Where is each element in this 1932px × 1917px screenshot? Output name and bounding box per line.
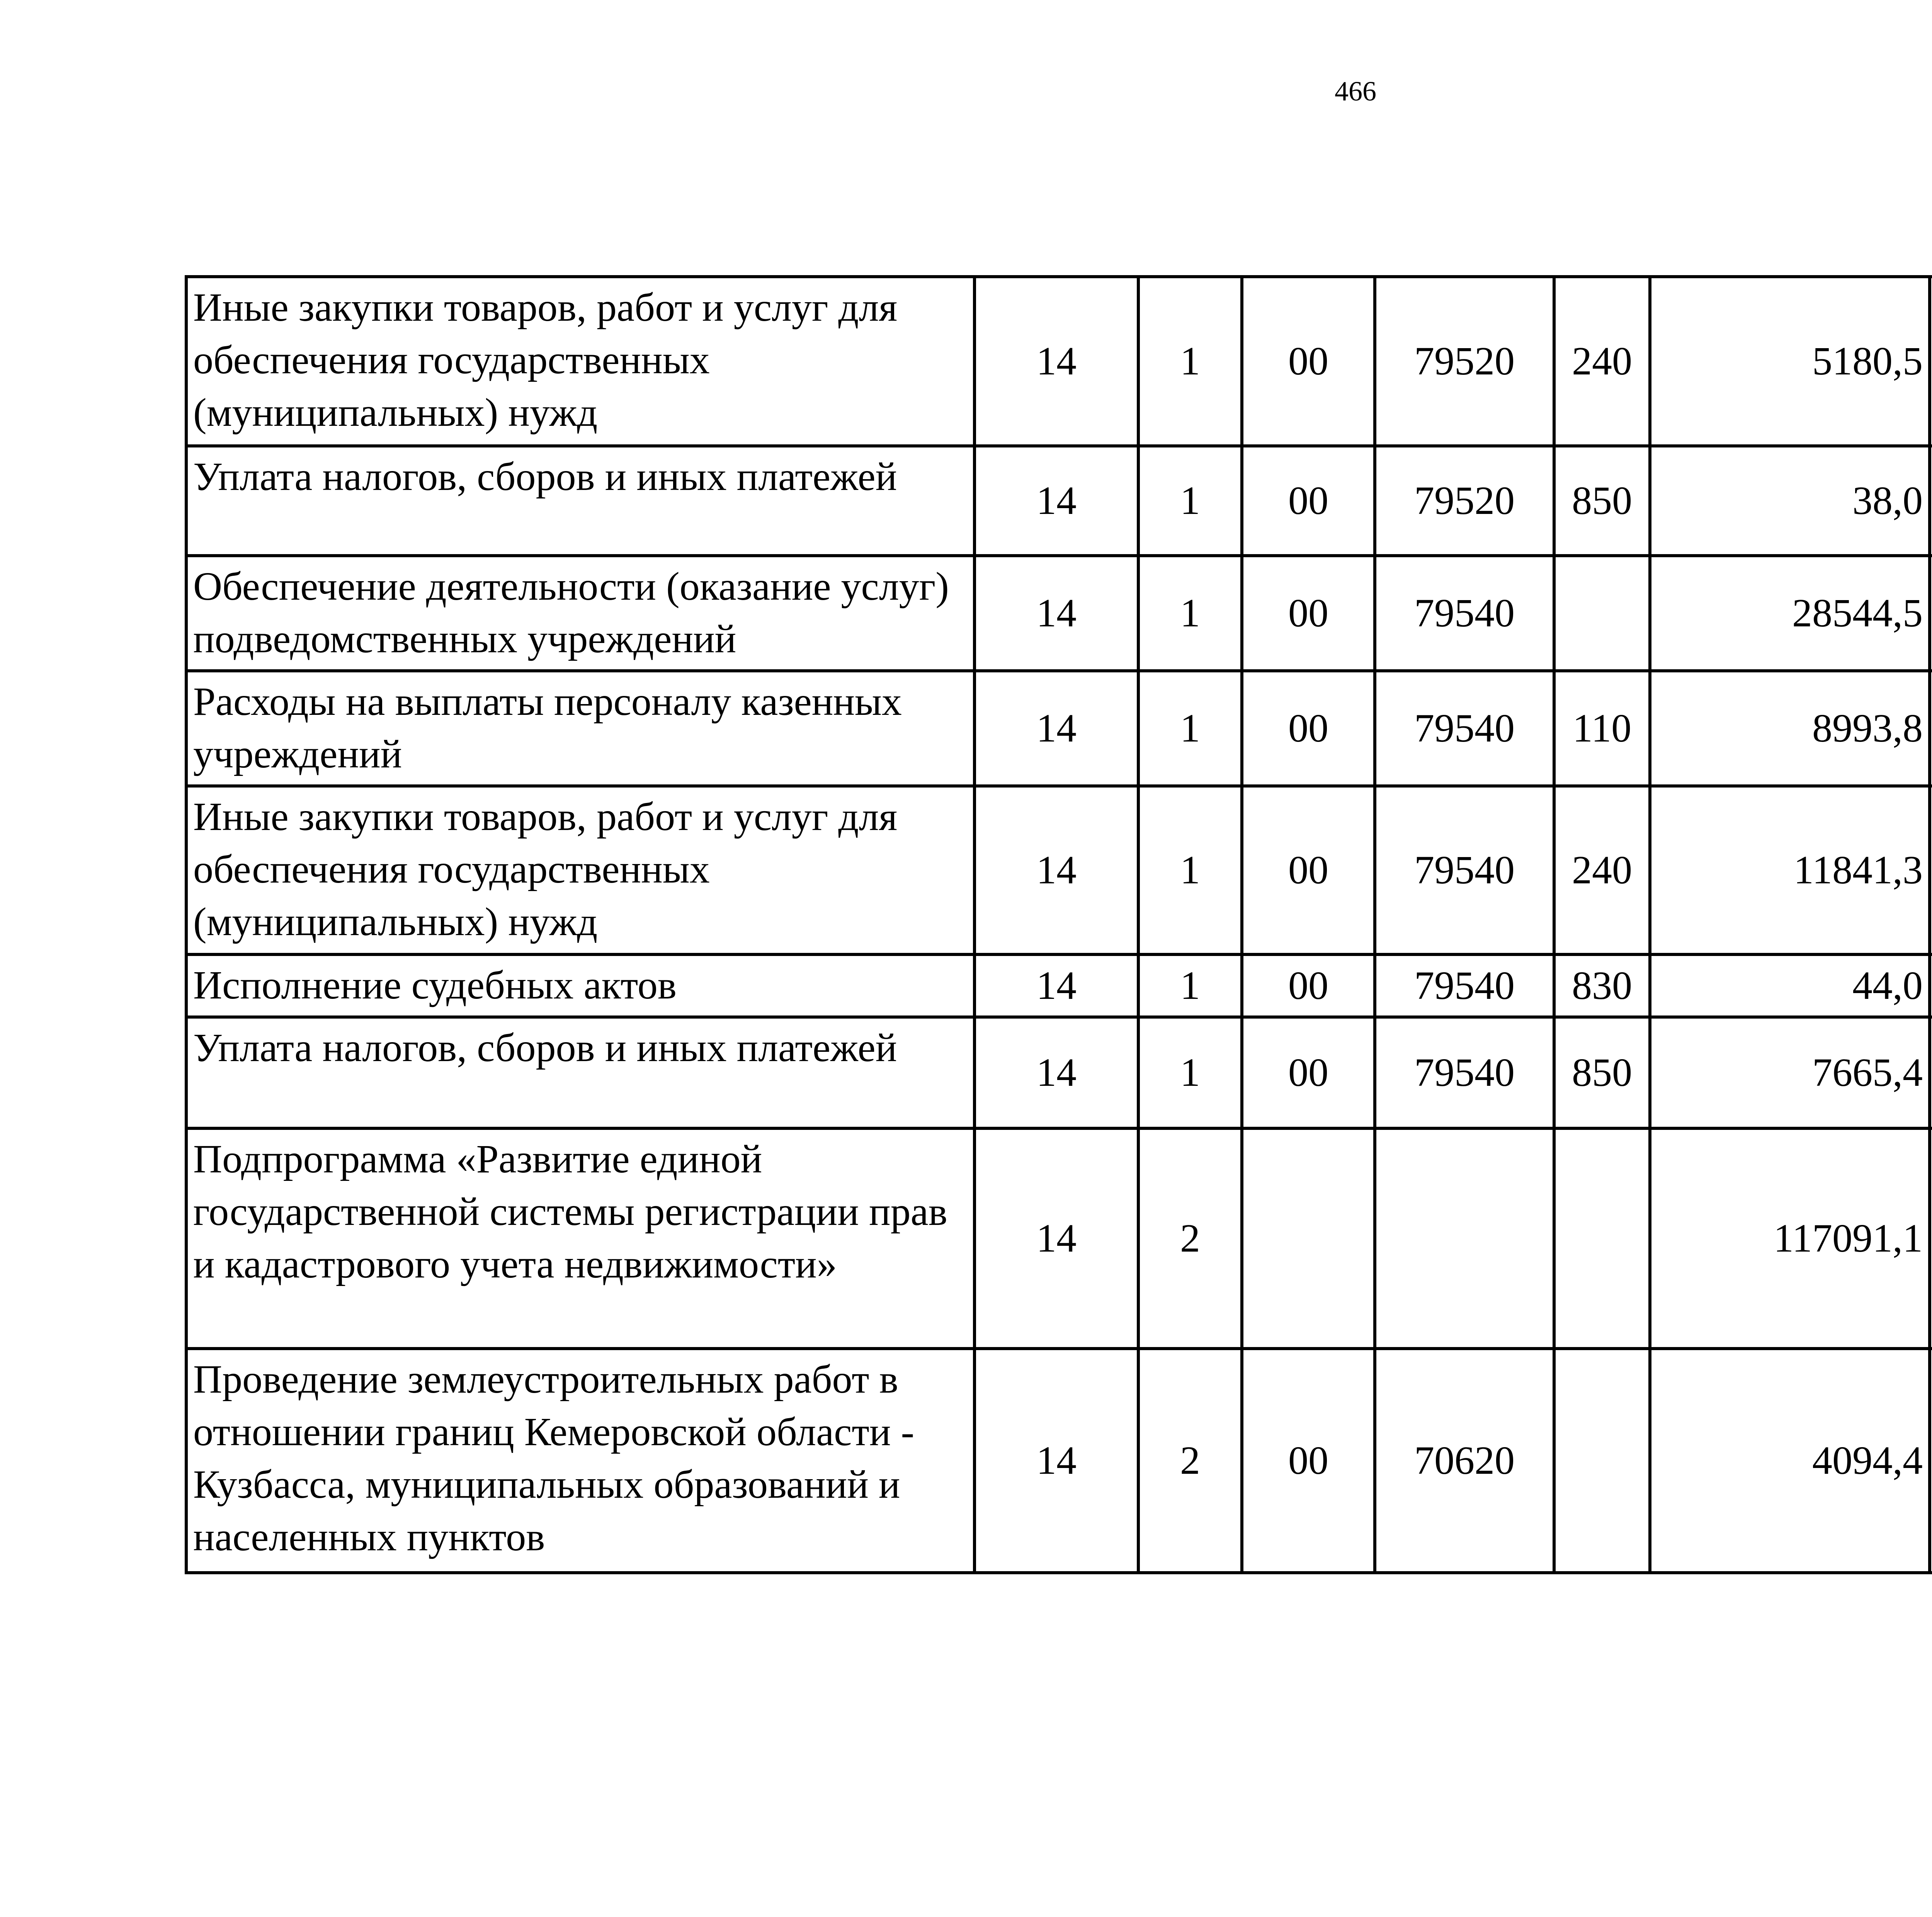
code-cell [1242,1128,1375,1349]
code-cell: 2 [1138,1349,1242,1573]
code-cell: 14 [975,277,1138,446]
amount-cell [1930,446,1932,556]
code-cell: 79520 [1375,277,1554,446]
table-row [186,954,1932,1017]
table-row [186,1017,1932,1128]
code-cell: 70620 [1375,1349,1554,1573]
amount-cell: 8993,8 [1650,671,1930,786]
code-cell: 1 [1138,277,1242,446]
amount-cell: 5180,5 [1650,277,1930,446]
amount-cell: 11841,3 [1650,786,1930,954]
code-cell: 79540 [1375,954,1554,1017]
amount-cell [1930,1349,1932,1573]
code-cell: 14 [975,556,1138,671]
table-row [186,556,1932,671]
code-cell: 240 [1554,277,1650,446]
code-cell [1554,1349,1650,1573]
amount-cell [1930,954,1932,1017]
amount-cell: 44,0 [1650,954,1930,1017]
code-cell: 00 [1242,277,1375,446]
amount-cell: 117091,1 [1650,1128,1930,1349]
code-cell: 1 [1138,556,1242,671]
table-row [186,786,1932,954]
code-cell: 14 [975,446,1138,556]
table-row [186,1349,1932,1573]
code-cell: 240 [1554,786,1650,954]
code-cell: 850 [1554,446,1650,556]
amount-cell [1930,1128,1932,1349]
amount-cell: 4094,4 [1650,1349,1930,1573]
code-cell: 14 [975,1128,1138,1349]
code-cell: 2 [1138,1128,1242,1349]
table-row [186,1128,1932,1349]
code-cell: 1 [1138,786,1242,954]
code-cell: 00 [1242,786,1375,954]
page-number: 466 [1335,76,1376,107]
row-name: Уплата налогов, сборов и иных платежей [186,446,975,556]
code-cell: 14 [975,671,1138,786]
code-cell: 1 [1138,446,1242,556]
code-cell: 1 [1138,671,1242,786]
row-name: Расходы на выплаты персоналу казенных учреждений [186,671,975,786]
row-name: Уплата налогов, сборов и иных платежей [186,1017,975,1128]
code-cell: 14 [975,786,1138,954]
code-cell: 00 [1242,1349,1375,1573]
code-cell: 1 [1138,954,1242,1017]
code-cell: 79540 [1375,786,1554,954]
code-cell: 14 [975,1017,1138,1128]
code-cell: 00 [1242,671,1375,786]
amount-cell: 28544,5 [1650,556,1930,671]
code-cell: 00 [1242,954,1375,1017]
code-cell: 00 [1242,1017,1375,1128]
amount-cell [1930,556,1932,671]
row-name: Подпрограмма «Развитие единой государственной системы регистрации прав и кадастрового учета недвижимости» [186,1128,975,1349]
row-name: Иные закупки товаров, работ и услуг для обеспечения государственных (муниципальных) нужд [186,786,975,954]
code-cell: 79540 [1375,556,1554,671]
row-name: Исполнение судебных актов [186,954,975,1017]
code-cell: 110 [1554,671,1650,786]
amount-cell [1930,786,1932,954]
code-cell: 14 [975,954,1138,1017]
code-cell: 79520 [1375,446,1554,556]
table-row [186,446,1932,556]
code-cell [1554,1128,1650,1349]
table-row [186,671,1932,786]
row-name: Иные закупки товаров, работ и услуг для обеспечения государственных (муниципальных) нужд [186,277,975,446]
code-cell: 850 [1554,1017,1650,1128]
budget-table [185,275,1932,1574]
row-name: Проведение землеустроительных работ в отношении границ Кемеровской области - Кузбасса, муниципальных образований и населенных пунктов [186,1349,975,1573]
amount-cell [1930,671,1932,786]
code-cell: 14 [975,1349,1138,1573]
code-cell: 00 [1242,556,1375,671]
code-cell: 830 [1554,954,1650,1017]
amount-cell: 7665,4 [1650,1017,1930,1128]
code-cell: 00 [1242,446,1375,556]
code-cell: 79540 [1375,671,1554,786]
row-name: Обеспечение деятельности (оказание услуг) подведомственных учреждений [186,556,975,671]
code-cell: 79540 [1375,1017,1554,1128]
amount-cell: 38,0 [1650,446,1930,556]
table-row [186,277,1932,446]
amount-cell [1930,277,1932,446]
amount-cell [1930,1017,1932,1128]
code-cell [1375,1128,1554,1349]
code-cell: 1 [1138,1017,1242,1128]
code-cell [1554,556,1650,671]
